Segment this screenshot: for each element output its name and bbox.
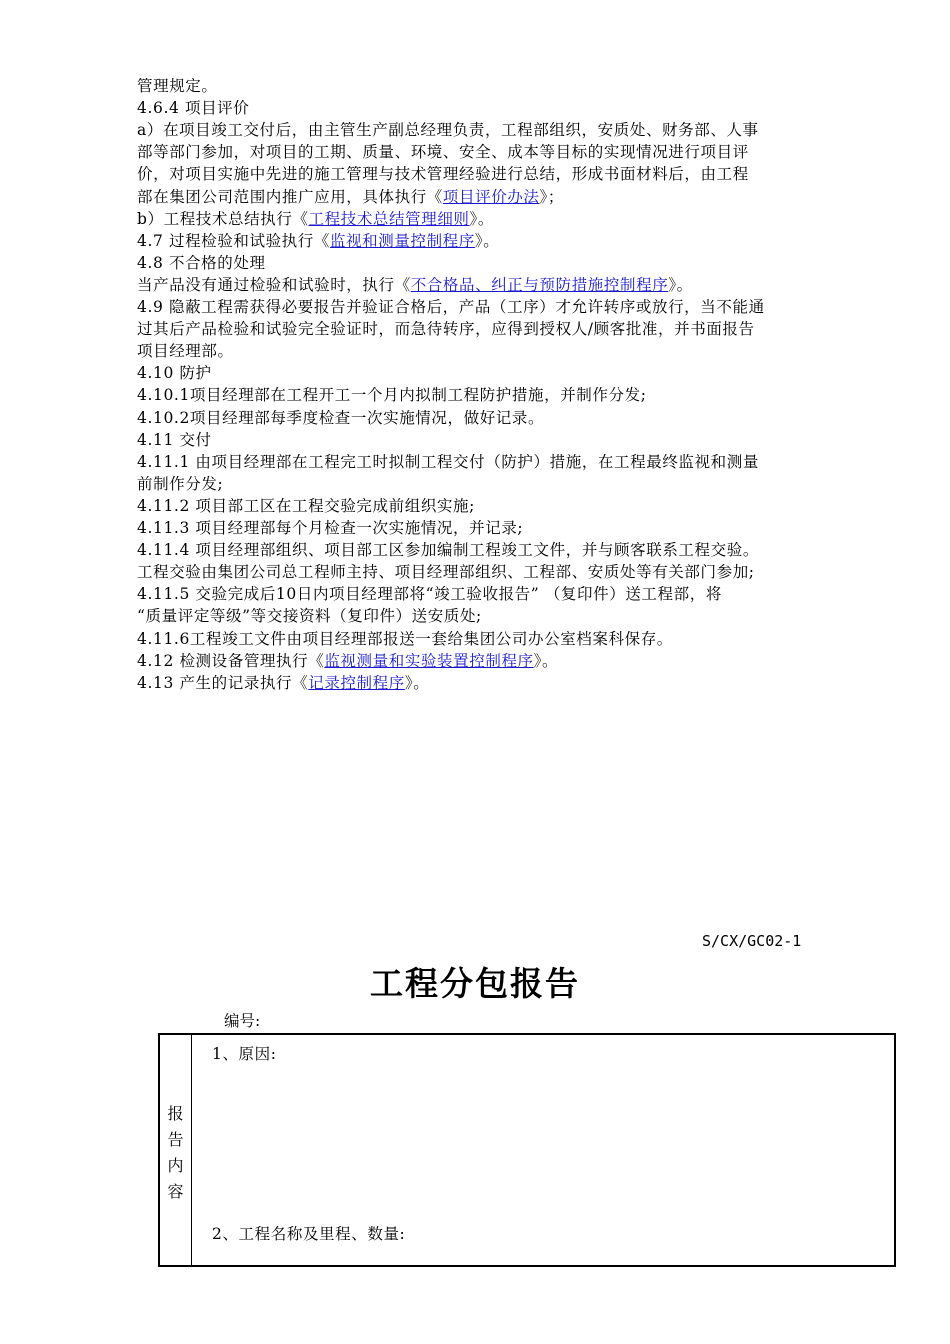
text-segment: 4.11 交付 [137,430,212,449]
text-line [137,583,722,605]
side-label-char: 内 [167,1156,184,1175]
side-label-column [160,1035,192,1265]
text-line [137,318,755,340]
text-line [137,561,755,583]
text-line [137,208,494,230]
document-link[interactable]: 监视测量和实验装置控制程序 [324,651,534,670]
text-line [137,451,759,473]
text-segment: 4.13 产生的记录执行《 [137,673,309,692]
text-segment: 4.6.4 项目评价 [137,99,250,118]
text-segment: 4.12 检测设备管理执行《 [137,651,325,670]
text-segment: 4.10.2项目经理部每季度检查一次实施情况，做好记录。 [137,408,545,427]
project-name-field-label: 2、工程名称及里程、数量: [212,1225,406,1243]
text-line [137,186,564,208]
text-line [137,407,544,429]
text-segment: 4.10.1项目经理部在工程开工一个月内拟制工程防护措施，并制作分发; [137,386,647,405]
text-line [137,628,673,650]
form-title: 工程分包报告 [370,964,580,1003]
text-line [137,517,523,539]
text-line [137,539,759,561]
document-link[interactable]: 项目评价办法 [442,187,540,206]
text-segment: 4.9 隐蔽工程需获得必要报告并验证合格后，产品（工序）才允许转序或放行，当不能通 [137,298,765,316]
text-line [137,274,693,296]
text-segment: b）工程技术总结执行《 [137,209,309,228]
text-line [137,141,749,163]
text-line [137,650,558,672]
text-line [137,97,249,119]
side-label-char: 容 [167,1182,184,1201]
text-line [137,119,759,141]
side-label-char: 报 [167,1104,184,1123]
text-line [137,495,475,517]
text-segment: 》； [539,187,564,206]
text-segment: 4.10 防护 [137,364,212,383]
text-segment: “质量评定等级”等交接资料（复印件）送安质处; [137,607,482,626]
side-label-char: 告 [167,1130,184,1149]
text-segment: 4.11.6工程竣工文件由项目经理部报送一套给集团公司办公室档案科保存。 [137,629,673,648]
text-segment: 前制作分发; [137,474,224,493]
text-segment: 部在集团公司范围内推广应用，具体执行《 [137,187,443,206]
document-link[interactable]: 监视和测量控制程序 [329,231,475,250]
report-form-table [158,1033,896,1267]
number-label: 编号: [224,1012,261,1030]
text-line [137,296,765,318]
text-line [137,75,218,97]
side-label [160,1101,191,1205]
text-line [137,362,212,384]
text-segment: 4.11.5 交验完成后10日内项目经理部将“竣工验收报告” （复印件）送工程部，将 [137,585,722,604]
text-line [137,384,647,406]
text-line [137,429,212,451]
text-segment: a）在项目竣工交付后，由主管生产副总经理负责，工程部组织，安质处、财务部、人事 [137,121,759,140]
text-line [137,672,429,694]
text-segment: 价，对项目实施中先进的施工管理与技术管理经验进行总结，形成书面材料后，由工程 [137,165,749,184]
text-segment: 》。 [474,231,500,250]
text-segment: 部等部门参加，对项目的工期、质量、环境、安全、成本等目标的实现情况进行项目评 [137,143,749,162]
document-link[interactable]: 记录控制程序 [308,673,405,692]
text-segment: 》。 [469,209,494,228]
document-link[interactable]: 不合格品、纠正与预防措施控制程序 [410,275,669,294]
text-line [137,163,749,185]
text-line [137,230,499,252]
document-link[interactable]: 工程技术总结管理细则 [308,209,470,228]
text-segment: 4.11.1 由项目经理部在工程完工时拟制工程交付（防护）措施，在工程最终监视和测量 [137,452,759,471]
text-segment: 当产品没有通过检验和试验时，执行《 [137,275,411,294]
text-segment: 》。 [533,651,559,670]
form-code: S/CX/GC02-1 [702,932,802,950]
text-segment: 4.7 过程检验和试验执行《 [137,231,330,250]
text-segment: 项目经理部。 [137,342,234,361]
text-line [137,252,266,274]
text-segment: 4.11.4 项目经理部组织、项目部工区参加编制工程竣工文件，并与顾客联系工程交验。 [137,541,759,560]
reason-field-label: 1、原因: [212,1045,277,1063]
text-segment: 工程交验由集团公司总工程师主持、项目经理部组织、工程部、安质处等有关部门参加; [137,563,755,582]
text-segment: 》。 [668,275,693,294]
text-segment: 》。 [404,673,430,692]
text-segment: 4.8 不合格的处理 [137,253,266,272]
text-line [137,605,482,627]
text-segment: 管理规定。 [137,77,218,95]
text-segment: 4.11.3 项目经理部每个月检查一次实施情况，并记录; [137,519,524,537]
text-line [137,473,223,495]
text-segment: 4.11.2 项目部工区在工程交验完成前组织实施; [137,496,475,515]
text-line [137,340,234,362]
text-segment: 过其后产品检验和试验完全验证时，而急待转序，应得到授权人/顾客批准，并书面报告 [137,320,755,339]
